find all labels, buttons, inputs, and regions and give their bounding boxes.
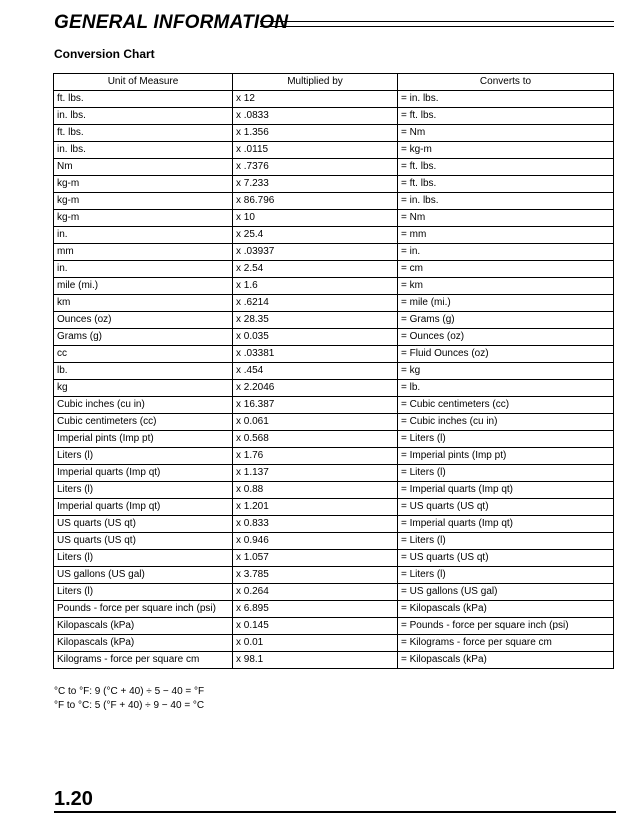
cell-result: = ft. lbs.: [398, 159, 614, 176]
cell-unit: Liters (l): [54, 584, 233, 601]
cell-result: = ft. lbs.: [398, 108, 614, 125]
table-row: [54, 431, 614, 448]
cell-result: = Imperial pints (Imp pt): [398, 448, 614, 465]
table-row: [54, 380, 614, 397]
cell-result: = Ounces (oz): [398, 329, 614, 346]
cell-result: = mm: [398, 227, 614, 244]
cell-unit: Imperial quarts (Imp qt): [54, 499, 233, 516]
cell-result: = km: [398, 278, 614, 295]
cell-multiplier: x 6.895: [233, 601, 398, 618]
cell-result: = kg-m: [398, 142, 614, 159]
table-body: [54, 91, 614, 669]
cell-unit: in. lbs.: [54, 142, 233, 159]
cell-result: = Kilograms - force per square cm: [398, 635, 614, 652]
cell-multiplier: x .454: [233, 363, 398, 380]
cell-unit: US gallons (US gal): [54, 567, 233, 584]
formula-c-to-f: °C to °F: 9 (°C + 40) ÷ 5 − 40 = °F: [54, 686, 205, 697]
table-row: [54, 125, 614, 142]
cell-unit: km: [54, 295, 233, 312]
cell-result: = Cubic inches (cu in): [398, 414, 614, 431]
cell-unit: kg-m: [54, 210, 233, 227]
cell-result: = Nm: [398, 125, 614, 142]
cell-multiplier: x 98.1: [233, 652, 398, 669]
cell-multiplier: x 1.137: [233, 465, 398, 482]
table-row: [54, 499, 614, 516]
table-row: [54, 618, 614, 635]
cell-multiplier: x .0115: [233, 142, 398, 159]
cell-result: = cm: [398, 261, 614, 278]
chart-title: Conversion Chart: [54, 47, 155, 61]
page-number: 1.20: [54, 788, 93, 810]
cell-unit: kg: [54, 380, 233, 397]
cell-result: = US quarts (US qt): [398, 550, 614, 567]
table-row: [54, 414, 614, 431]
cell-result: = Cubic centimeters (cc): [398, 397, 614, 414]
cell-unit: cc: [54, 346, 233, 363]
table-row: [54, 329, 614, 346]
cell-result: = Liters (l): [398, 431, 614, 448]
cell-multiplier: x .0833: [233, 108, 398, 125]
column-header-result: Converts to: [398, 74, 614, 91]
table-row: [54, 516, 614, 533]
table-row: [54, 142, 614, 159]
cell-multiplier: x 2.2046: [233, 380, 398, 397]
cell-multiplier: x 0.035: [233, 329, 398, 346]
cell-multiplier: x 16.387: [233, 397, 398, 414]
cell-unit: Imperial quarts (Imp qt): [54, 465, 233, 482]
table-row: [54, 159, 614, 176]
table-row: [54, 635, 614, 652]
table-row: [54, 601, 614, 618]
table-row: [54, 261, 614, 278]
cell-multiplier: x 0.01: [233, 635, 398, 652]
cell-multiplier: x 12: [233, 91, 398, 108]
cell-result: = kg: [398, 363, 614, 380]
table-row: [54, 244, 614, 261]
table-row: [54, 295, 614, 312]
cell-unit: Grams (g): [54, 329, 233, 346]
cell-unit: in.: [54, 261, 233, 278]
cell-result: = in.: [398, 244, 614, 261]
cell-result: = Grams (g): [398, 312, 614, 329]
cell-result: = Liters (l): [398, 465, 614, 482]
cell-result: = lb.: [398, 380, 614, 397]
cell-result: = Kilopascals (kPa): [398, 601, 614, 618]
cell-unit: Imperial pints (Imp pt): [54, 431, 233, 448]
cell-multiplier: x 1.76: [233, 448, 398, 465]
cell-multiplier: x 1.201: [233, 499, 398, 516]
table-row: [54, 346, 614, 363]
cell-multiplier: x .7376: [233, 159, 398, 176]
table-row: [54, 652, 614, 669]
header-rule: [260, 21, 614, 27]
cell-multiplier: x 0.833: [233, 516, 398, 533]
cell-result: = Pounds - force per square inch (psi): [398, 618, 614, 635]
table-row: [54, 584, 614, 601]
cell-multiplier: x 28.35: [233, 312, 398, 329]
table-row: [54, 567, 614, 584]
conversion-table: [53, 73, 614, 669]
table-row: [54, 91, 614, 108]
cell-unit: kg-m: [54, 193, 233, 210]
cell-result: = Liters (l): [398, 533, 614, 550]
table-row: [54, 465, 614, 482]
cell-unit: Liters (l): [54, 482, 233, 499]
cell-multiplier: x 0.264: [233, 584, 398, 601]
cell-multiplier: x 0.061: [233, 414, 398, 431]
table-row: [54, 210, 614, 227]
cell-unit: mile (mi.): [54, 278, 233, 295]
cell-unit: Ounces (oz): [54, 312, 233, 329]
table-row: [54, 550, 614, 567]
cell-multiplier: x .03381: [233, 346, 398, 363]
table-row: [54, 108, 614, 125]
cell-result: = in. lbs.: [398, 91, 614, 108]
cell-multiplier: x 0.88: [233, 482, 398, 499]
cell-multiplier: x 2.54: [233, 261, 398, 278]
cell-multiplier: x 0.568: [233, 431, 398, 448]
cell-multiplier: x 1.057: [233, 550, 398, 567]
footer-rule: [54, 811, 616, 813]
cell-multiplier: x 7.233: [233, 176, 398, 193]
cell-multiplier: x 25.4: [233, 227, 398, 244]
cell-multiplier: x 0.145: [233, 618, 398, 635]
cell-unit: Liters (l): [54, 550, 233, 567]
cell-multiplier: x 10: [233, 210, 398, 227]
cell-unit: US quarts (US qt): [54, 516, 233, 533]
formula-f-to-c: °F to °C: 5 (°F + 40) ÷ 9 − 40 = °C: [54, 700, 205, 711]
cell-unit: Kilopascals (kPa): [54, 635, 233, 652]
cell-unit: US quarts (US qt): [54, 533, 233, 550]
table-row: [54, 176, 614, 193]
cell-unit: lb.: [54, 363, 233, 380]
cell-unit: mm: [54, 244, 233, 261]
cell-unit: ft. lbs.: [54, 91, 233, 108]
cell-result: = Imperial quarts (Imp qt): [398, 516, 614, 533]
cell-multiplier: x 86.796: [233, 193, 398, 210]
table-row: [54, 227, 614, 244]
cell-multiplier: x 0.946: [233, 533, 398, 550]
cell-unit: in. lbs.: [54, 108, 233, 125]
cell-result: = ft. lbs.: [398, 176, 614, 193]
table-row: [54, 193, 614, 210]
cell-result: = Imperial quarts (Imp qt): [398, 482, 614, 499]
cell-result: = Kilopascals (kPa): [398, 652, 614, 669]
cell-unit: Nm: [54, 159, 233, 176]
table-row: [54, 363, 614, 380]
cell-unit: Pounds - force per square inch (psi): [54, 601, 233, 618]
cell-multiplier: x 3.785: [233, 567, 398, 584]
table-header-row: [54, 74, 614, 91]
cell-unit: Kilopascals (kPa): [54, 618, 233, 635]
table-row: [54, 533, 614, 550]
page-header: [54, 10, 614, 36]
table-row: [54, 397, 614, 414]
column-header-unit: Unit of Measure: [54, 74, 233, 91]
cell-unit: Kilograms - force per square cm: [54, 652, 233, 669]
cell-multiplier: x .03937: [233, 244, 398, 261]
section-header-title: GENERAL INFORMATION: [54, 12, 289, 33]
table-row: [54, 482, 614, 499]
cell-multiplier: x .6214: [233, 295, 398, 312]
cell-unit: Liters (l): [54, 448, 233, 465]
column-header-multiplier: Multiplied by: [233, 74, 398, 91]
cell-multiplier: x 1.6: [233, 278, 398, 295]
table-row: [54, 312, 614, 329]
cell-result: = in. lbs.: [398, 193, 614, 210]
cell-unit: kg-m: [54, 176, 233, 193]
cell-unit: Cubic centimeters (cc): [54, 414, 233, 431]
cell-result: = US quarts (US qt): [398, 499, 614, 516]
cell-result: = mile (mi.): [398, 295, 614, 312]
table-row: [54, 448, 614, 465]
cell-result: = US gallons (US gal): [398, 584, 614, 601]
cell-unit: ft. lbs.: [54, 125, 233, 142]
cell-result: = Liters (l): [398, 567, 614, 584]
cell-result: = Fluid Ounces (oz): [398, 346, 614, 363]
cell-result: = Nm: [398, 210, 614, 227]
cell-multiplier: x 1.356: [233, 125, 398, 142]
table-row: [54, 278, 614, 295]
cell-unit: in.: [54, 227, 233, 244]
cell-unit: Cubic inches (cu in): [54, 397, 233, 414]
